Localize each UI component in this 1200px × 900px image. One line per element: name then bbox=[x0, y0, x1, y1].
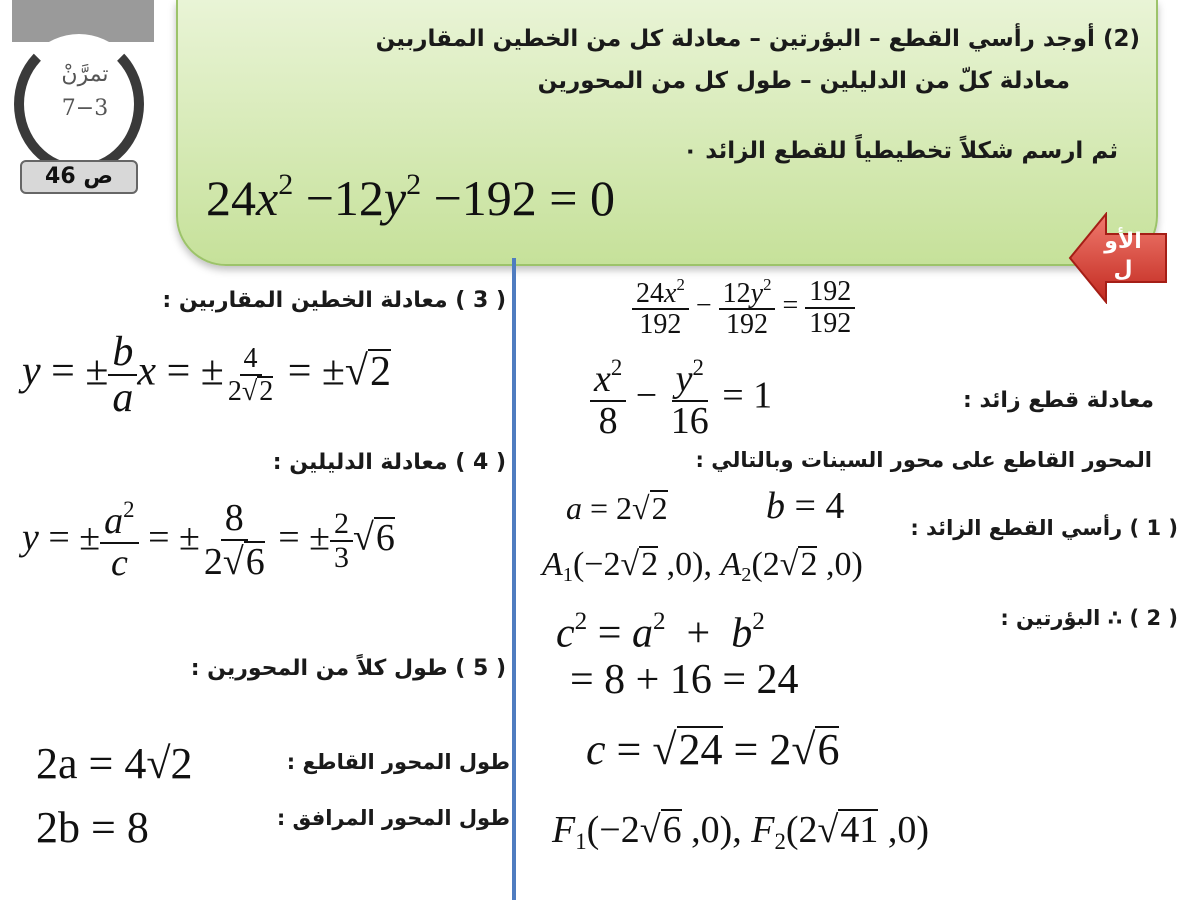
column-divider bbox=[512, 258, 516, 900]
transverse-axis-label: طول المحور القاطع : bbox=[286, 750, 510, 774]
vertices-heading: ( 1 ) رأسي القطع الزائد : bbox=[910, 516, 1178, 540]
hyperbola-equation-label: معادلة قطع زائد : bbox=[962, 388, 1154, 413]
exercise-label bbox=[50, 58, 120, 126]
standard-form-equation: $\frac{x^2}{8}$ − $\frac{y^2}{16}$ = 1 bbox=[590, 356, 772, 442]
foci-values: $F_1(-2√6$ ,0), $F_2(2√41$ ,0) bbox=[552, 809, 930, 854]
b-value: b = 4 bbox=[766, 485, 845, 527]
divided-equation: $\frac{24x^2}{192}$ − $\frac{12y^2}{192}$ = $\frac{192}{192}$ bbox=[632, 276, 855, 340]
question-line-2: معادلة كلّ من الدليلين – طول كل من المحورين bbox=[537, 68, 1070, 94]
foci-heading: ( 2 ) ∴ البؤرتين : bbox=[1000, 606, 1178, 630]
asymptotes-heading: ( 3 ) معادلة الخطين المقاربين : bbox=[162, 288, 506, 313]
exercise-label-line2: 7−3 bbox=[61, 96, 109, 121]
c-squared-sum: = 8 + 16 = 24 bbox=[570, 657, 799, 703]
transverse-axis-value: 2a = 4√2 bbox=[36, 739, 193, 788]
conjugate-axis-label: طول المحور المرافق : bbox=[276, 806, 510, 830]
question-line-3: ثم ارسم شكلاً تخطيطياً للقطع الزائد ٠ bbox=[683, 138, 1118, 164]
directrix-equation: y = ± $\frac{a^2}{c}$ = ± $\frac{8}{2√6}$ = ± $\frac{2}{3}$ √6 bbox=[22, 496, 395, 584]
conjugate-axis-value: 2b = 8 bbox=[36, 803, 149, 852]
back-button-label[interactable]: الأو ل bbox=[1104, 229, 1142, 282]
directrix-heading: ( 4 ) معادلة الدليلين : bbox=[272, 450, 506, 475]
vertices-values: $A_1(-2√2$ ,0), $A_2(2√2$ ,0) bbox=[542, 546, 863, 587]
a-value: a = 2√2 bbox=[566, 490, 668, 526]
axis-note: المحور القاطع على محور السينات وبالتالي : bbox=[695, 448, 1152, 472]
question-line-1: (2) أوجد رأسي القطع – البؤرتين – معادلة كل من الخطين المقاربين bbox=[375, 26, 1140, 52]
exercise-label-line1: تمرَّنْ bbox=[61, 62, 109, 87]
main-equation: $24x^2 -12y^2 -192 = 0$ bbox=[206, 168, 616, 226]
asymptotes-equation: y = ± $\frac{b}{a}$ x = ± $\frac{4}{2√2}$ = ±√2 bbox=[22, 329, 391, 422]
c-squared-equation: $c^2 = a^2 + b^2$ bbox=[556, 608, 765, 657]
c-value: c = √24 = 2√6 bbox=[586, 725, 840, 774]
page-number: ص 46 bbox=[20, 160, 138, 194]
axes-heading: ( 5 ) طول كلاً من المحورين : bbox=[190, 656, 506, 681]
